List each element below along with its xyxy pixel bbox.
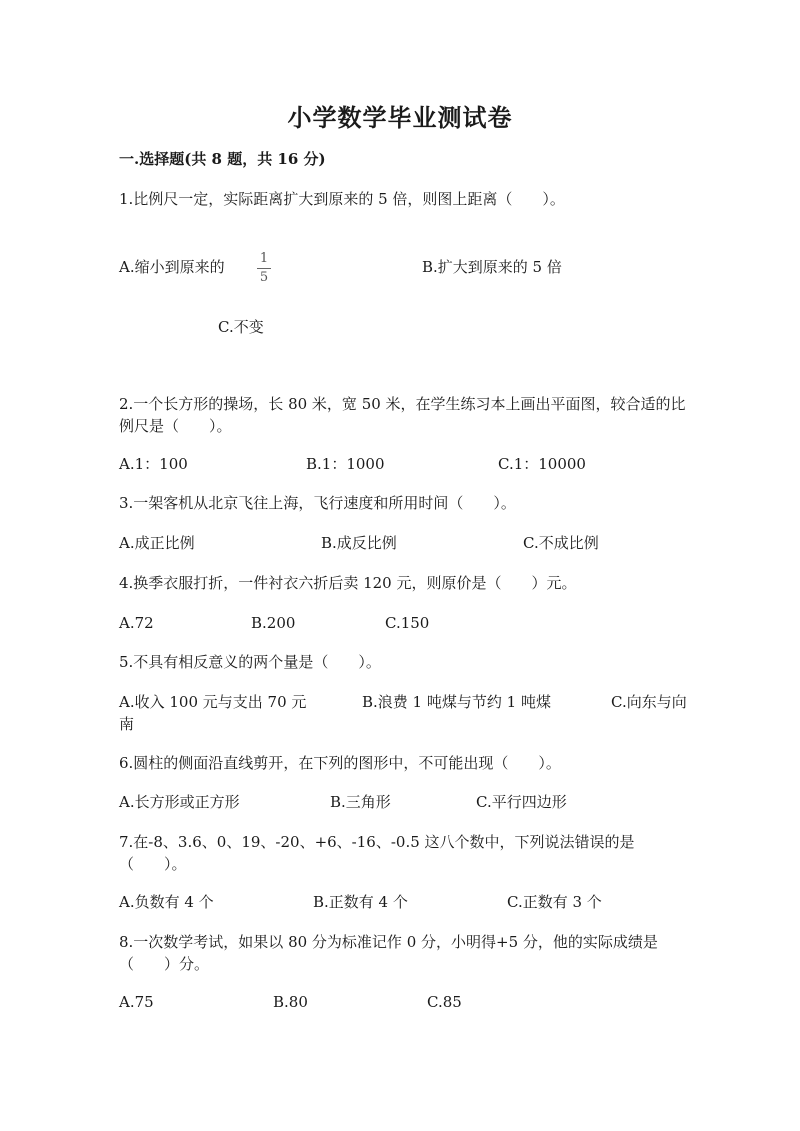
question-5-option-c: C.向东与向南	[119, 693, 687, 733]
question-1-option-a: A.缩小到原来的	[119, 258, 225, 276]
question-5-option-b: B.浪费 1 吨煤与节约 1 吨煤	[362, 693, 551, 711]
question-7-stem: 7.在-8、3.6、0、19、-20、+6、-16、-0.5 这八个数中，下列说法错误的是（ ）。	[119, 833, 635, 873]
question-3-option-b: B.成反比例	[321, 534, 397, 552]
question-2-stem: 2.一个长方形的操场，长 80 米，宽 50 米，在学生练习本上画出平面图，较合适的比例尺是（ ）。	[119, 395, 686, 435]
question-8-stem: 8.一次数学考试，如果以 80 分为标准记作 0 分，小明得+5 分，他的实际成绩是（ ）分。	[119, 933, 658, 973]
question-6-option-a: A.长方形或正方形	[119, 793, 240, 811]
question-2-option-b: B.1：1000	[306, 455, 385, 473]
section-heading: 一.选择题(共 8 题，共 16 分)	[119, 150, 326, 168]
fraction-one-fifth	[256, 252, 272, 285]
question-6-stem: 6.圆柱的侧面沿直线剪开，在下列的图形中，不可能出现（ ）。	[119, 754, 561, 772]
fraction-numerator: 1	[259, 251, 269, 266]
question-5-stem: 5.不具有相反意义的两个量是（ ）。	[119, 653, 381, 671]
question-7-option-a: A.负数有 4 个	[119, 893, 214, 911]
question-8-option-a: A.75	[119, 993, 154, 1011]
page-title: 小学数学毕业测试卷	[287, 103, 513, 132]
question-3-stem: 3.一架客机从北京飞往上海，飞行速度和所用时间（ ）。	[119, 494, 516, 512]
question-1-option-c: C.不变	[218, 318, 264, 336]
question-2-option-c: C.1：10000	[498, 455, 586, 473]
question-3-option-a: A.成正比例	[119, 534, 195, 552]
question-2-option-a: A.1：100	[119, 455, 188, 473]
question-3-option-c: C.不成比例	[523, 534, 599, 552]
fraction-denominator: 5	[259, 270, 269, 285]
question-4-option-a: A.72	[119, 614, 154, 632]
question-7-option-c: C.正数有 3 个	[507, 893, 602, 911]
question-6-option-c: C.平行四边形	[476, 793, 567, 811]
question-6-option-b: B.三角形	[330, 793, 391, 811]
question-4-option-b: B.200	[251, 614, 296, 632]
question-1-stem: 1.比例尺一定，实际距离扩大到原来的 5 倍，则图上距离（ ）。	[119, 190, 565, 208]
fraction-bar	[257, 268, 271, 269]
question-8-option-c: C.85	[427, 993, 462, 1011]
question-1-option-b: B.扩大到原来的 5 倍	[422, 258, 562, 276]
question-4-option-c: C.150	[385, 614, 430, 632]
question-4-stem: 4.换季衣服打折，一件衬衣六折后卖 120 元，则原价是（ ）元。	[119, 574, 577, 592]
question-5-option-a: A.收入 100 元与支出 70 元	[119, 693, 307, 711]
question-8-option-b: B.80	[273, 993, 308, 1011]
question-7-option-b: B.正数有 4 个	[313, 893, 408, 911]
